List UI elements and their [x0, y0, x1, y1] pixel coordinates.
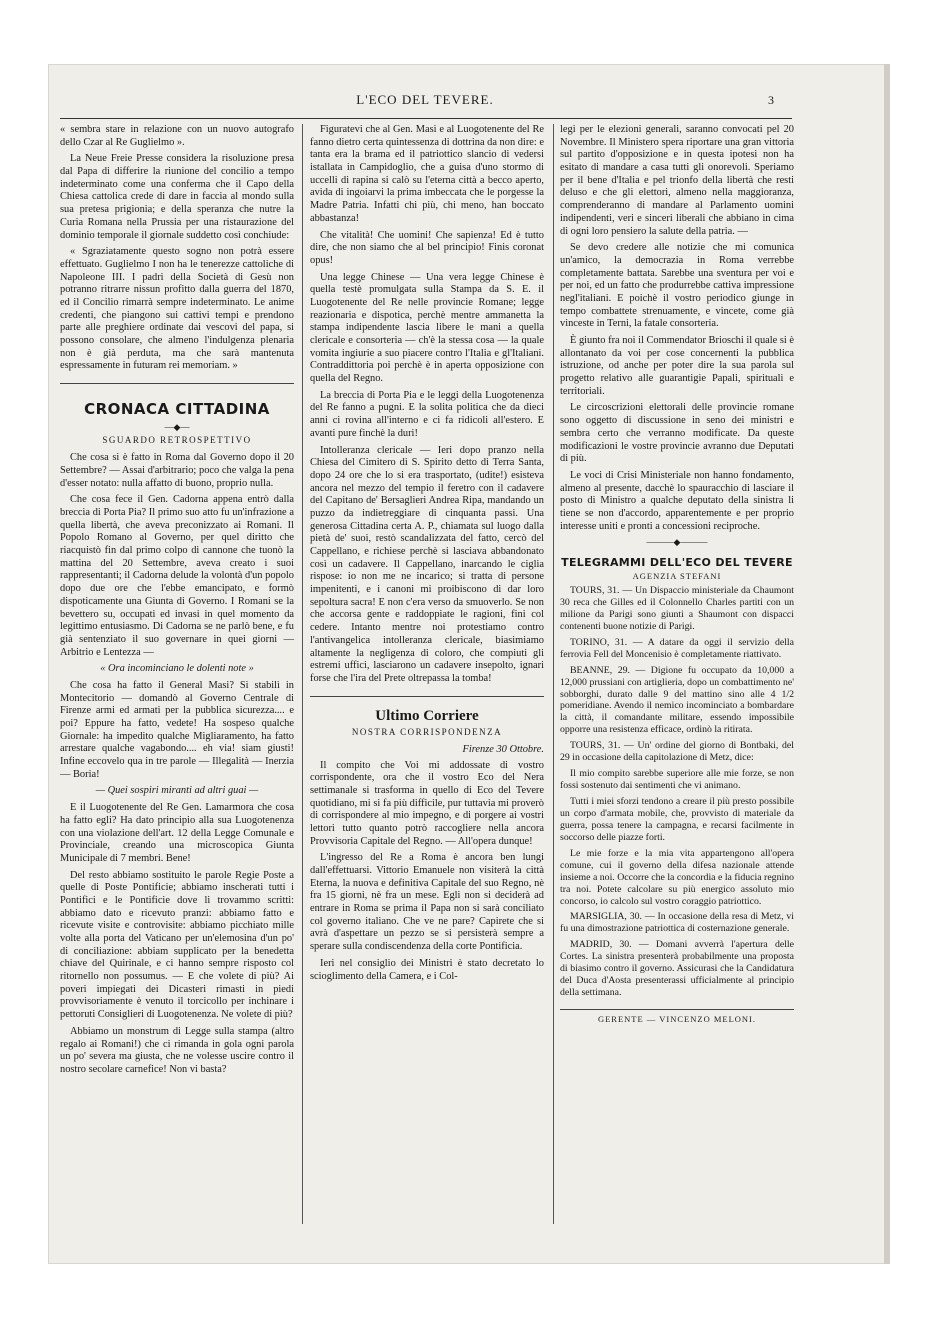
paragraph: « Sgraziatamente questo sogno non potrà essere effettuato. Guglielmo I non ha le tenerezze cattoliche di Napoleone III. I padri della Società di Gesù non potranno ritrarre nissun profitto dalla guerra del 1870, ed il Concilio rimarrà sempre indeterminato. Le anime credenti, che piangono sui cattivi tempi e prendono parte alle preghiere ordinate dai vescovi del papa, si possono consolare, che almeno l'indulgenza plenaria non è già perduta, ma che sarà mantenuta espressamente in futuram rei memoriam. » [60, 246, 294, 372]
telegram: Tutti i miei sforzi tendono a creare il più presto possibile un corpo d'armata mobile, che, provvisto di materiale da guerra, possa tenere la campagna, e recarsi facilmente in soccorso delle piazze forti. [560, 796, 794, 843]
telegram: BEANNE, 29. — Digione fu occupato da 10,000 a 12,000 prussiani con artiglieria, dopo un combattimento ne' sobborghi, durato dalle 9 del mattino sino alle 4 1/2 pomeridiane. Avendo il nemico incominciato a bombardare la città, il comandante militare, essendo impossibile opporre una resistenza efficace, ordinò la ritirata. [560, 664, 794, 736]
divider [310, 696, 544, 697]
paragraph: Le voci di Crisi Ministeriale non hanno fondamento, almeno al presente, dacchè lo spauracchio di lasciare il posto di Ministro a qualche deputato della sinistra li tiene se non d'accordo, apparentemente e per proprio interesse uniti e pronti a concessioni reciproche. [560, 469, 794, 532]
ornament: ———◆——— [646, 537, 708, 548]
paragraph: La breccia di Porta Pia e le leggi della Luogotenenza del Re fanno a pugni. E la solita politica che da dieci anni ci rovina all'interno e ci fa ridicoli all'estero. E avanti pure finchè la duri! [310, 389, 544, 439]
telegram: TORINO, 31. — A datare da oggi il servizio della ferrovia Fell del Moncenisio è completamente riattivato. [560, 636, 794, 660]
section-subtitle: SGUARDO RETROSPETTIVO [102, 435, 252, 446]
paragraph: legi per le elezioni generali, saranno convocati pel 20 Novembre. Il Ministero spera riportare una gran vittoria sul partito d'opposizione e in questa ipotesi non ha esitato di mandare a casa tutti gli onorevoli. Speriamo per il bene d'Italia e pel trionfo della libertà che resti deluso e che gli elettori, almeno nella maggioranza, comprenderanno di mandare al Parlamento uomini indipendenti, veri e sinceri liberali che abbiano in cima di ogni loro pensiero la salute della patria. — [560, 124, 794, 237]
paragraph: Abbiamo un monstrum di Legge sulla stampa (altro regalo ai Romani!) che ci rimanda in gola ogni parola un po' severa ma giusta, che ne volesse uscire contro il nostro secolare carnefice! Non vi basta? [60, 1025, 294, 1075]
paragraph: Intolleranza clericale — Ieri dopo pranzo nella Chiesa del Cimitero di S. Spirito detto di Terra Santa, dopo 24 ore che lo si era trasportato, (udite!) esisteva ancora nel mezzo del tempio il feretro con il cadavere del Capitano de' Bersaglieri Andrea Ripa, mandando un puzzo da indietreggiare di cinquanta passi. Una generosa Cittadina certa A. P., chiamata sul luogo dalla pietà de' suoi, restò scandalizzata del fatto, cercò del Cappellano, e richiese perchè si lasciava abbandonato così un cadavere. Il Cappellano, inarcando le ciglia rispose: io non me ne incarico; si tratta di persone impenitenti, e i canoni mi proibiscono di dar loro sepoltura sacra! E non c'era verso da smuoverlo. Se non che accorsa gente e raddoppiate le ragioni, fini col cedere. Intanto mentre noi protestiamo contro l'antivangelica intolleranza clericale, biasimiamo altamente la negligenza di coloro, che compiuti gli estremi uffici, lasciarono un cadavere insepolto, ignari forse che l'ira del Prete oltrepassa la tomba! [310, 444, 544, 684]
column-1 [60, 124, 294, 1081]
paragraph: La Neue Freie Presse considera la risoluzione presa dal Papa di differire la riunione del concilio a tempo indeterminato come una conferma che il Capo della Chiesa cattolica crede di dare in faccia al mondo sulla sua pretesa prigionia; e della speranza che nutre la Curia Romana nella Prussia per una ristaurazione del dominio temporale il giornale suddetto così conchiude: [60, 153, 294, 241]
page-header-title: L'ECO DEL TEVERE. [356, 92, 494, 107]
paragraph: Una legge Chinese — Una vera legge Chinese è quella testè promulgata sulla Stampa da S. E. il Luogotenente del Re nelle provincie Romane; legge reazionaria e dispotica, perchè mentre ammanetta la stampa indipendente lascia libere le mani a quella clericale e consorteria — ch'è la stessa cosa — la quale vomita ingiurie a suo piacere contro l'Italia e gl'Italiani. Contraddittoria poi perchè è in aperta opposizione con quella del Regno. [310, 271, 544, 385]
section-title: CRONACA CITTADINA [84, 400, 270, 419]
column-2 [310, 124, 544, 987]
paragraph: Che vitalità! Che uomini! Che sapienza! Ed è tutto dire, che non siamo che al bel principio! Finis coronat opus! [310, 229, 544, 266]
paragraph: E il Luogotenente del Re Gen. Lamarmora che cosa ha fatto egli? Ha dato principio alla sua Luogotenenza con una violazione dell'art. 12 della Legge Comunale e Provinciale, creando una microscopica Giunta Municipale di 7 membri. Bene! [60, 802, 294, 864]
telegram: MADRID, 30. — Domani avverrà l'apertura delle Cortes. La sinistra presenterà probabilmente una proposta di biasimo contro il governo. Assicurasi che la Candidatura del Duca d'Aosta presenterassi ufficialmente al principio della settimana. [560, 939, 794, 999]
paragraph: Se devo credere alle notizie che mi comunica un'amico, la democrazia in Roma verrebbe completamente battata. Sarebbe una sventura per voi e per noi, ed un fatto che produrrebbe cattiva impressione negl'italiani. E poichè il vostro periodico giunge in tempo combattete strenuamente, e vincete, come già vinceste in Terni, la fatale consorteria. [560, 242, 794, 330]
paragraph: Ieri nel consiglio dei Ministri è stato decretato lo scioglimento della Camera, e i Col- [310, 957, 544, 982]
telegram: Il mio compito sarebbe superiore alle mie forze, se non fossi sostenuto dai sentimenti che vi animano. [560, 768, 794, 792]
paragraph: È giunto fra noi il Commendator Brioschi il quale si è allontanato da voi per cose concernenti la pubblica istruzione, od anche per poter dire la sua parola sul progetto relativo alle guarantigie Papali, spirituali e territoriali. [560, 335, 794, 397]
page-edge [884, 64, 890, 1264]
paragraph: Figuratevi che al Gen. Masi e al Luogotenente del Re fanno dietro certa quintessenza di dottrina da non dire: e tanta era la brama ed il patriottico slancio di vedersi istallata in Campidoglio, che a guisa d'uno stormo di uccelli di rapina si calò su l'eterna città a becco aperto, avida di ingoiarvi la prima imbeccata che le porgesse la Madre Patria. Infatti chi più, chi meno, han boccato abbastanza! [310, 124, 544, 224]
paragraph: « sembra stare in relazione con un nuovo autografo dello Czar al Re Guglielmo ». [60, 124, 294, 148]
column-divider [553, 124, 554, 1224]
gerente-line: GERENTE — VINCENZO MELONI. [560, 1009, 794, 1024]
paragraph: Il compito che Voi mi addossate di vostro corrispondente, ora che il vostro Eco del Nera settimanale si trasforma in quello di Eco del Tevere quotidiano, mi si fa più difficile, pur tuttavia mi proverò di corrispondere al mio impegno, e di porgere ai vostri lettori tutto quanto potrò raccogliere nella ancora Provvisoria Capitale del Regno. — All'opera dunque! [310, 759, 544, 847]
section-subtitle: NOSTRA CORRISPONDENZA [351, 726, 503, 737]
dateline: Firenze 30 Ottobre. [462, 743, 544, 755]
section-subtitle: AGENZIA STEFANI [632, 570, 722, 581]
paragraph: Che cosa si è fatto in Roma dal Governo dopo il 20 Settembre? — Assai d'arbitrario; poco che valga la pena d'esser notato: nulla affatto di buono, proprio nulla. [60, 452, 294, 489]
header-rule [60, 118, 792, 119]
ornament: —◆— [164, 422, 190, 433]
column-divider [302, 124, 303, 1224]
telegram: TOURS, 31. — Un Dispaccio ministeriale da Chaumont 30 reca che Gilles ed il Colonnello Charles partiti con un milione da Parigi sono giunti a Shaumont con dispacci contenenti buone notizie di Parigi. [560, 585, 794, 632]
page-number: 3 [768, 93, 774, 107]
telegram: TOURS, 31. — Un' ordine del giorno di Bontbaki, del 29 in occasione della capitolazione di Metz, dice: [560, 740, 794, 764]
column-3 [560, 124, 794, 1024]
paragraph: Che cosa ha fatto il General Masi? Si stabilì in Montecitorio — domandò al Governo Centrale di Firenze armi ed armati per la pubblica sicurezza.... e poi? Eppure ha fatto, vedete! Ha sospeso qualche Giornale: ha impedito qualche Migliaramento, ha fatto arrestare qualche vagabondo.... eh via! siam giusti! Infine eccovelo qua in tre parole — Illegalità — Inerzia — Boria! [60, 679, 294, 780]
section-title: TELEGRAMMI DELL'ECO DEL TEVERE [561, 556, 793, 570]
paragraph: Del resto abbiamo sostituito le parole Regie Poste a quelle di Poste Pontificie; abbiamo inscherati tutti i Pontifici e le Pontificie dove li trovammo scritti: abbiamo dato e ricevuto pranzi: abbiamo fatto e ricevute visite e controvisite: abbiamo picchiato mille volte alla porta del Vaticano per un'elemosina d'un po' di conciliazione: abbiam supplicato per la benedetta chiave del Quirinale, e ci hanno sempre risposto col ritornello non possumus. — E che volete di più? Ai poveri impiegati dei Dicasteri rimasti in piedi provvisoriamente è venuto il torcicollo per inchinare i pettoruti Consiglieri di Luogotenenza. Ne volete di più? [60, 869, 294, 1021]
telegram: Le mie forze e la mia vita appartengono all'opera comune, cui il governo della difesa nazionale attende insieme a noi. Occorre che la concordia e la fiducia regnino tra noi. Potete calcolare su più energico assoluto mio concorso, io calcolo sul vostro coraggio patriottico. [560, 847, 794, 907]
paragraph: Le circoscrizioni elettorali delle provincie romane sono oggetto di discussione in seno dei ministri e sembra certo che verranno modificate. Da queste modificazioni le vostre provincie avranno due Deputati di più. [560, 402, 794, 465]
divider [60, 383, 294, 384]
quote: « Ora incominciano le dolenti note » [100, 663, 254, 675]
paragraph: L'ingresso del Re a Roma è ancora ben lungi dall'effettuarsi. Vittorio Emanuele non visiterà la città Eterna, la nuova e definitiva Capitale del suo Regno, nè fra 15 giorni, nè fra un mese. Egli non si deciderà ad entrare in Roma se prima il Papa non si sarà conciliato col governo italiano. Che ve ne pare? Capirete che si avrà d'aspettare un pezzo se si persisterà sempre a sperare sulla condiscendenza della corte Pontificia. [310, 852, 544, 953]
quote: — Quei sospiri miranti ad altri guai — [95, 785, 259, 797]
telegram: MARSIGLIA, 30. — In occasione della resa di Metz, vi fu una dimostrazione patriottica di costernazione generale. [560, 911, 794, 935]
paragraph: Che cosa fece il Gen. Cadorna appena entrò dalla breccia di Porta Pia? Il primo suo atto fu un'infrazione a quella libertà, che aveva preconizzato ai Romani. Il Popolo Romano al Governo, per quel diritto che riacquistò fin dal primo colpo di cannone che tuonò la mattina del 20 Settembre, aveva creato i suoi rappresentanti; il Cadorna delude la volontà d'un popolo dopo due ore che l'ebbe emancipato, e formò dispoticamente una Giunta di Governo. I Romani se la bevettero su, occupati ed invasi in quel momento da legittimo entusiasmo. Di Cadorna se ne parlò bene, e fu già sentenziato il suo governare in quei giorni — Arbitrio e Lentezza — [60, 494, 294, 658]
section-title: Ultimo Corriere [375, 707, 479, 724]
telegrams [560, 585, 794, 999]
